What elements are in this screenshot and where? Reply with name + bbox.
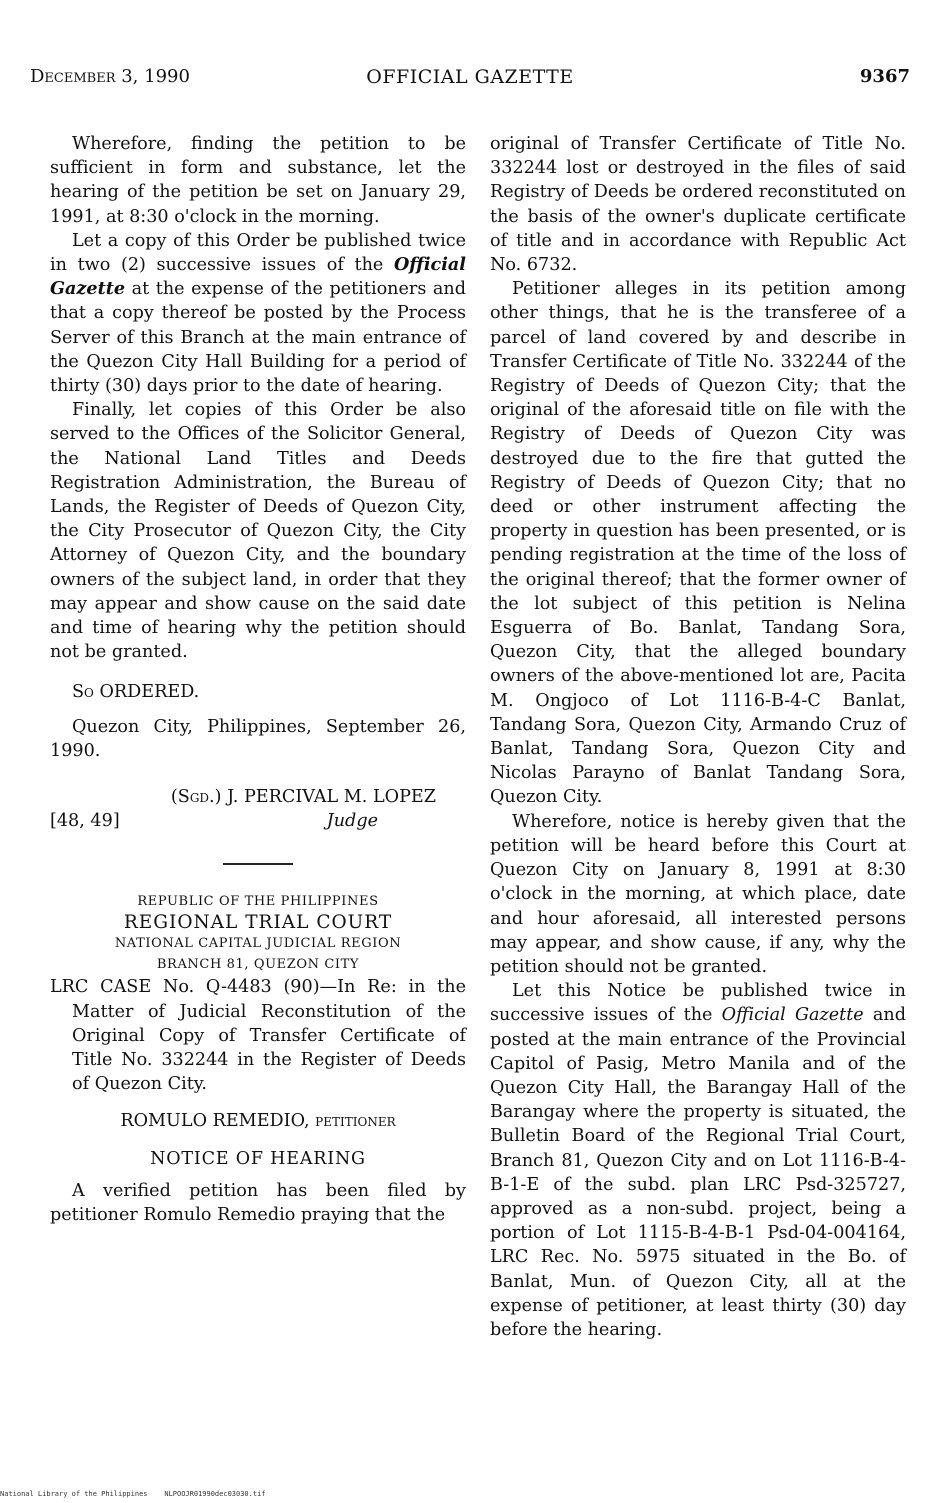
scan-footer: National Library of the Philippines NLPOOJR01990dec03030.tif — [0, 1490, 266, 1498]
page-number: 9367 — [859, 66, 910, 87]
gazette-name: Official Gazette — [50, 254, 466, 300]
paragraph: Wherefore, finding the petition to be sufficient in form and substance, let the hearing of the petition be set on January 29, 1991, at 8:30 o'clock in the morning. — [50, 134, 466, 227]
left-column — [50, 132, 466, 1227]
court-line: NATIONAL CAPITAL JUDICIAL REGION — [114, 936, 402, 952]
notice-title: NOTICE OF HEARING — [150, 1148, 366, 1169]
paragraph: Let this Notice be published twice in successive issues of the Official Gazette and posted at the main entrance of the Provincial Capitol of Pasig, Metro Manila and of the Quezon City Hall, the Barangay Hall of the Barangay where the property is situated, the Bulletin Board of the Regional Trial Court, Branch 81, Quezon City and on Lot 1116-B-4-B-1-E of the subd. plan LRC Psd-325727, approved as a non-subd. project, being a portion of Lot 1115-B-4-B-1 Psd-04-004164, LRC Rec. No. 5975 situated in the Bo. of Banlat, Mun. of Quezon City, all at the expense of petitioner, at least thirty (30) day before the hearing. — [490, 981, 906, 1340]
page-header — [30, 66, 910, 94]
divider — [223, 863, 293, 865]
reference-number: [48, 49] — [50, 811, 120, 832]
paragraph: Let a copy of this Order be published twice in two (2) successive issues of the Official Gazette at the expense of the petitioners and that a copy thereof be posted by the Process Server of this Branch at the main entrance of the Quezon City Hall Building for a period of thirty (30) days prior to the date of hearing. — [50, 230, 466, 397]
paragraph: Petitioner alleges in its petition among other things, that he is the transferee of a parcel of land covered by and describe in Transfer Certificate of Title No. 332244 of the Registry of Deeds of Quezon City; that the original of the aforesaid title on file with the Registry of Deeds of Quezon City was destroyed due to the fire that gutted the Registry of Deeds of Quezon City; that no deed or other instrument affecting the property in question has been presented, or is pending registration at the time of the loss of the original thereof; that the former owner of the lot subject of this petition is Nelina Esguerra of Bo. Banlat, Tandang Sora, Quezon City, that the alleged boundary owners of the above-mentioned lot are, Pacita M. Ongjoco of Lot 1116-B-4-C Banlat, Tandang Sora, Quezon City, Armando Cruz of Banlat, Tandang Sora, Quezon City and Nicolas Parayno of Banlat Tandang Sora, Quezon City. — [490, 279, 906, 808]
signature-block — [50, 785, 466, 809]
judge-title: Judge — [326, 811, 378, 832]
paragraph: A verified petition has been filed by petitioner Romulo Remedio praying that the — [50, 1180, 466, 1226]
court-line: BRANCH 81, QUEZON CITY — [156, 957, 360, 973]
paragraph: Finally, let copies of this Order be also served to the Offices of the Solicitor General, the National Land Titles and Deeds Registration Administration, the Bureau of Lands, the Register of Deeds of Quezon City, the City Prosecutor of Quezon City, the City Attorney of Quezon City, and the boundary owners of the subject land, in order that they may appear and show cause on the said date and time of hearing why the petition should not be granted. — [50, 400, 466, 663]
case-caption: LRC CASE No. Q-4483 (90)—In Re: in the Matter of Judicial Reconstitution of the Original Copy of Transfer Certificate of Title No. 332244 in the Register of Deeds of Quezon City. — [50, 977, 466, 1095]
paragraph: Wherefore, notice is hereby given that the petition will be heard before this Court at Quezon City on January 8, 1991 at 8:30 o'clock in the morning, at which place, date and hour aforesaid, all interested persons may appear, and show cause, if any, why the petition should not be granted. — [490, 811, 906, 977]
court-line: REGIONAL TRIAL COURT — [123, 912, 393, 934]
publication-title: OFFICIAL GAZETTE — [366, 66, 574, 88]
court-line: REPUBLIC OF THE PHILIPPINES — [137, 894, 379, 910]
issue-date: December 3, 1990 — [30, 66, 190, 87]
so-ordered: So ORDERED. — [72, 682, 200, 703]
court-heading — [50, 891, 466, 975]
signature: (Sgd.) J. PERCIVAL M. LOPEZ — [170, 787, 436, 808]
gazette-name: Official Gazette — [721, 1005, 864, 1026]
place-and-date: Quezon City, Philippines, September 26, 1990. — [50, 716, 466, 761]
right-column — [490, 132, 906, 1342]
paragraph: original of Transfer Certificate of Title No. 332244 lost or destroyed in the files of said Registry of Deeds be ordered reconstituted on the basis of the owner's duplicate certificate of title and in accordance with Republic Act No. 6732. — [490, 134, 906, 276]
petitioner-line: ROMULO REMEDIO, petitioner — [120, 1110, 396, 1131]
